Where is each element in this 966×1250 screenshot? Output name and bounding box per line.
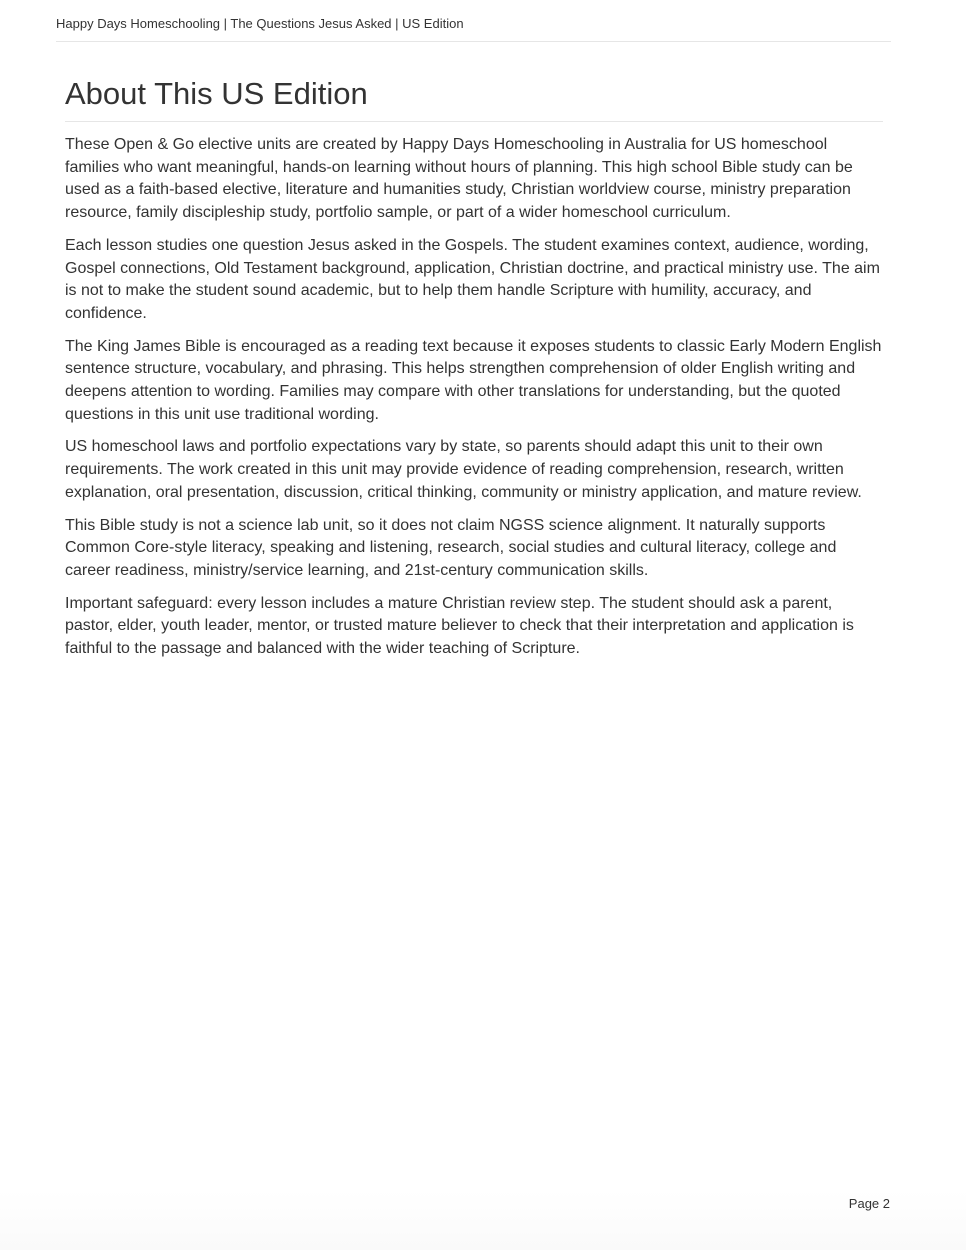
paragraph-safeguard: Important safeguard: every lesson includes a mature Christian review step. The student should ask a parent, pastor, elder, youth leader, mentor, or trusted mature believer to check that their interpretation and application is faithful to the passage and balanced with the wider teaching of Scripture. [65,594,854,658]
page-content [65,76,883,671]
paragraph-lesson-structure: Each lesson studies one question Jesus asked in the Gospels. The student examines context, audience, wording, Gospel connections, Old Testament background, application, Christian doctrine, and practical ministry use. The aim is not to make the student sound academic, but to help them handle Scripture with humility, accuracy, and confidence. [65,236,880,322]
page-title: About This US Edition [65,76,883,122]
running-header: Happy Days Homeschooling | The Questions Jesus Asked | US Edition [56,15,891,42]
body-text [65,134,883,661]
paragraph-king-james-bible: The King James Bible is encouraged as a reading text because it exposes students to classic Early Modern English sentence structure, vocabulary, and phrasing. This helps strengthen comprehension of older English writing and deepens attention to wording. Families may compare with other translations for understanding, but the quoted questions in this unit use traditional wording. [65,337,882,423]
paragraph-homeschool-laws: US homeschool laws and portfolio expectations vary by state, so parents should adapt this unit to their own requirements. The work created in this unit may provide evidence of reading comprehension, research, written explanation, oral presentation, discussion, critical thinking, community or ministry application, and mature review. [65,438,862,501]
page-number: Page 2 [848,1196,890,1211]
paragraph-standards-alignment: This Bible study is not a science lab unit, so it does not claim NGSS science alignment. It naturally supports Common Core-style literacy, speaking and listening, research, social studies and cultural literacy, college and career readiness, ministry/service learning, and 21st-century communication skills. [65,516,837,579]
page-footer [0,1190,966,1250]
paragraph-intro: These Open & Go elective units are created by Happy Days Homeschooling in Australia for US homeschool families who want meaningful, hands-on learning without hours of planning. This high school Bible study can be used as a faith-based elective, literature and humanities study, Christian worldview course, ministry preparation resource, family discipleship study, portfolio sample, or part of a wider homeschool curriculum. [65,136,853,222]
